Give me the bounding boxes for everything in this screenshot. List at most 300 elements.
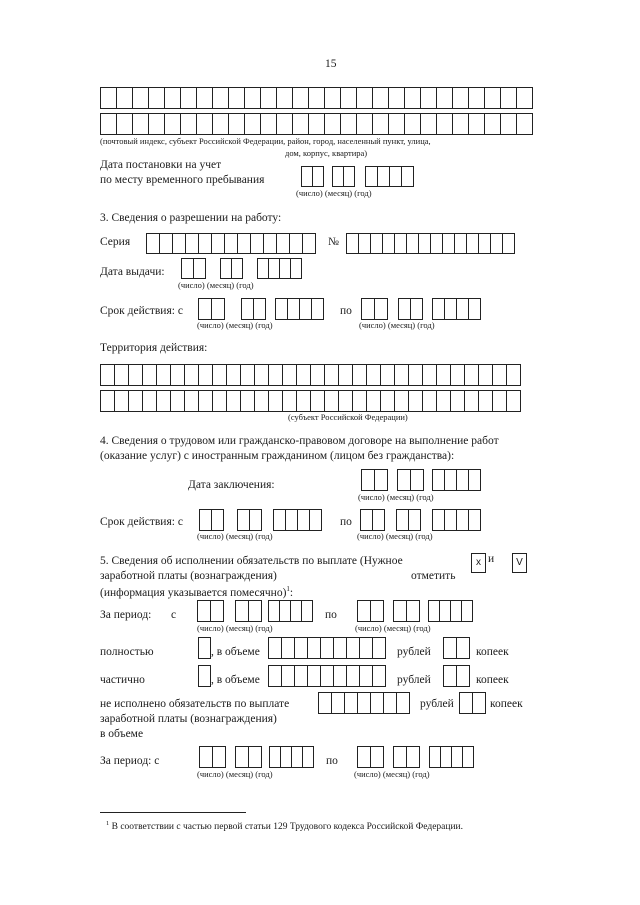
character-cell[interactable] bbox=[308, 113, 325, 135]
character-cell[interactable] bbox=[356, 87, 373, 109]
paid-partial-checkbox[interactable] bbox=[198, 665, 211, 687]
character-cell[interactable] bbox=[500, 113, 517, 135]
character-cell[interactable] bbox=[307, 637, 321, 659]
character-cell[interactable] bbox=[320, 665, 334, 687]
character-cell[interactable] bbox=[372, 509, 385, 531]
character-cell[interactable] bbox=[372, 113, 389, 135]
character-cell[interactable] bbox=[357, 746, 371, 768]
character-cell[interactable] bbox=[324, 113, 341, 135]
character-cell[interactable] bbox=[370, 746, 384, 768]
character-cell[interactable] bbox=[420, 87, 437, 109]
character-cell[interactable] bbox=[452, 113, 469, 135]
character-cell[interactable] bbox=[357, 692, 371, 714]
character-cell[interactable] bbox=[296, 364, 311, 386]
mark-and: и bbox=[488, 553, 495, 565]
period2-from-caption: (число) (месяц) (год) bbox=[197, 769, 273, 779]
character-cell[interactable] bbox=[282, 364, 297, 386]
mark-sample-v: V bbox=[512, 553, 527, 573]
character-cell[interactable] bbox=[393, 746, 407, 768]
character-cell[interactable] bbox=[146, 233, 160, 254]
character-cell[interactable] bbox=[260, 113, 277, 135]
character-cell[interactable] bbox=[294, 665, 308, 687]
character-cell[interactable] bbox=[302, 233, 316, 254]
character-cell[interactable] bbox=[116, 87, 133, 109]
permit-from-year[interactable] bbox=[275, 298, 324, 320]
character-cell[interactable] bbox=[142, 364, 157, 386]
character-cell[interactable] bbox=[396, 692, 410, 714]
character-cell[interactable] bbox=[468, 87, 485, 109]
character-cell[interactable] bbox=[100, 113, 117, 135]
character-cell[interactable] bbox=[338, 364, 353, 386]
contract-to-day[interactable] bbox=[360, 509, 385, 531]
character-cell[interactable] bbox=[244, 113, 261, 135]
character-cell[interactable] bbox=[436, 390, 451, 412]
character-cell[interactable] bbox=[212, 746, 226, 768]
character-cell[interactable] bbox=[308, 87, 325, 109]
character-cell[interactable] bbox=[263, 233, 277, 254]
conclusion-day[interactable] bbox=[361, 469, 388, 491]
character-cell[interactable] bbox=[372, 87, 389, 109]
unfulfilled-kopecks[interactable] bbox=[459, 692, 486, 714]
period2-to-label: по bbox=[326, 755, 338, 767]
character-cell[interactable] bbox=[292, 87, 309, 109]
permit-number-input[interactable] bbox=[346, 233, 515, 254]
character-cell[interactable] bbox=[408, 364, 423, 386]
character-cell[interactable] bbox=[100, 390, 115, 412]
paid-partial-label: частично bbox=[100, 674, 145, 686]
permit-to-year[interactable] bbox=[432, 298, 481, 320]
character-cell[interactable] bbox=[159, 233, 173, 254]
issue-day[interactable] bbox=[181, 258, 206, 279]
character-cell[interactable] bbox=[492, 364, 507, 386]
character-cell[interactable] bbox=[116, 113, 133, 135]
contract-from-caption: (число) (месяц) (год) bbox=[197, 531, 273, 541]
character-cell[interactable] bbox=[372, 637, 386, 659]
unfulfilled-rubles[interactable] bbox=[318, 692, 410, 714]
wages-heading-3-tail: : bbox=[289, 586, 294, 599]
character-cell[interactable] bbox=[198, 390, 213, 412]
character-cell[interactable] bbox=[180, 87, 197, 109]
address-row-2[interactable] bbox=[100, 113, 533, 135]
character-cell[interactable] bbox=[198, 665, 211, 687]
character-cell[interactable] bbox=[164, 87, 181, 109]
character-cell[interactable] bbox=[268, 390, 283, 412]
character-cell[interactable] bbox=[156, 364, 171, 386]
character-cell[interactable] bbox=[228, 113, 245, 135]
character-cell[interactable] bbox=[361, 469, 375, 491]
character-cell[interactable] bbox=[370, 600, 384, 622]
character-cell[interactable] bbox=[456, 665, 470, 687]
character-cell[interactable] bbox=[128, 390, 143, 412]
character-cell[interactable] bbox=[388, 113, 405, 135]
character-cell[interactable] bbox=[253, 298, 266, 320]
permit-to-caption: (число) (месяц) (год) bbox=[359, 320, 435, 330]
paid-partial-rubles-label: рублей bbox=[397, 674, 431, 686]
wages-heading-2: заработной платы (вознаграждения) bbox=[100, 570, 277, 582]
wages-heading-3-text: (информация указывается помесячно) bbox=[100, 586, 287, 599]
series-label: Серия bbox=[100, 236, 131, 248]
series-input[interactable] bbox=[146, 233, 316, 254]
paid-partial-rubles[interactable] bbox=[268, 665, 386, 687]
character-cell[interactable] bbox=[320, 637, 334, 659]
character-cell[interactable] bbox=[114, 364, 129, 386]
character-cell[interactable] bbox=[340, 113, 357, 135]
mark-sample-x: x bbox=[471, 553, 486, 573]
character-cell[interactable] bbox=[307, 665, 321, 687]
character-cell[interactable] bbox=[370, 692, 384, 714]
character-cell[interactable] bbox=[361, 298, 375, 320]
character-cell[interactable] bbox=[484, 87, 501, 109]
paid-partial-kopecks-label: копеек bbox=[476, 674, 509, 686]
unfulfilled-label-2: заработной платы (вознаграждения) bbox=[100, 713, 277, 725]
character-cell[interactable] bbox=[310, 364, 325, 386]
character-cell[interactable] bbox=[199, 746, 213, 768]
character-cell[interactable] bbox=[226, 390, 241, 412]
permit-to-label: по bbox=[340, 305, 352, 317]
character-cell[interactable] bbox=[196, 87, 213, 109]
footnote-divider bbox=[100, 812, 246, 813]
conclusion-date-caption: (число) (месяц) (год) bbox=[358, 492, 434, 502]
period1-from-day[interactable] bbox=[197, 600, 224, 622]
period1-to-year[interactable] bbox=[428, 600, 473, 622]
character-cell[interactable] bbox=[198, 233, 212, 254]
conclusion-year[interactable] bbox=[432, 469, 481, 491]
temp-registration-month[interactable] bbox=[332, 166, 355, 187]
paid-full-rubles[interactable] bbox=[268, 637, 386, 659]
contract-to-label: по bbox=[340, 516, 352, 528]
permit-to-month[interactable] bbox=[398, 298, 423, 320]
character-cell[interactable] bbox=[211, 298, 225, 320]
contract-validity-label: Срок действия: с bbox=[100, 516, 183, 528]
contract-to-caption: (число) (месяц) (год) bbox=[357, 531, 433, 541]
temp-registration-caption: (число) (месяц) (год) bbox=[296, 188, 372, 198]
character-cell[interactable] bbox=[301, 600, 313, 622]
character-cell[interactable] bbox=[210, 600, 224, 622]
period1-to-month[interactable] bbox=[393, 600, 420, 622]
character-cell[interactable] bbox=[292, 113, 309, 135]
character-cell[interactable] bbox=[310, 390, 325, 412]
character-cell[interactable] bbox=[366, 390, 381, 412]
character-cell[interactable] bbox=[198, 637, 211, 659]
character-cell[interactable] bbox=[506, 390, 521, 412]
contract-from-year[interactable] bbox=[273, 509, 322, 531]
character-cell[interactable] bbox=[224, 233, 238, 254]
character-cell[interactable] bbox=[198, 364, 213, 386]
character-cell[interactable] bbox=[235, 600, 249, 622]
character-cell[interactable] bbox=[212, 364, 227, 386]
character-cell[interactable] bbox=[333, 665, 347, 687]
character-cell[interactable] bbox=[289, 233, 303, 254]
character-cell[interactable] bbox=[212, 390, 227, 412]
character-cell[interactable] bbox=[404, 113, 421, 135]
character-cell[interactable] bbox=[254, 364, 269, 386]
footnote bbox=[106, 820, 463, 832]
character-cell[interactable] bbox=[324, 390, 339, 412]
issue-year[interactable] bbox=[257, 258, 302, 279]
character-cell[interactable] bbox=[281, 665, 295, 687]
character-cell[interactable] bbox=[324, 364, 339, 386]
character-cell[interactable] bbox=[436, 364, 451, 386]
number-label: № bbox=[328, 236, 339, 248]
character-cell[interactable] bbox=[240, 390, 255, 412]
character-cell[interactable] bbox=[393, 600, 407, 622]
period1-to-caption: (число) (месяц) (год) bbox=[355, 623, 431, 633]
character-cell[interactable] bbox=[359, 665, 373, 687]
permit-from-month[interactable] bbox=[241, 298, 266, 320]
character-cell[interactable] bbox=[462, 746, 474, 768]
character-cell[interactable] bbox=[331, 692, 345, 714]
character-cell[interactable] bbox=[359, 637, 373, 659]
character-cell[interactable] bbox=[372, 665, 386, 687]
paid-full-amount-label: , в объеме bbox=[211, 646, 260, 658]
character-cell[interactable] bbox=[352, 364, 367, 386]
temp-registration-year[interactable] bbox=[365, 166, 414, 187]
paid-full-kopecks-label: копеек bbox=[476, 646, 509, 658]
wages-heading-3 bbox=[100, 585, 293, 599]
character-cell[interactable] bbox=[132, 87, 149, 109]
contract-heading-2: (оказание услуг) с иностранным гражданином (лицом без гражданства): bbox=[100, 450, 455, 462]
character-cell[interactable] bbox=[212, 87, 229, 109]
period2-to-month[interactable] bbox=[393, 746, 420, 768]
character-cell[interactable] bbox=[450, 390, 465, 412]
paid-full-label: полностью bbox=[100, 646, 154, 658]
character-cell[interactable] bbox=[276, 113, 293, 135]
footnote-reference: 1 bbox=[286, 585, 290, 593]
period2-label: За период: с bbox=[100, 755, 160, 767]
character-cell[interactable] bbox=[338, 390, 353, 412]
character-cell[interactable] bbox=[422, 364, 437, 386]
character-cell[interactable] bbox=[344, 692, 358, 714]
character-cell[interactable] bbox=[282, 390, 297, 412]
footnote-text: В соответствии с частью первой статьи 129 Трудового кодекса Российской Федерации. bbox=[111, 822, 464, 833]
character-cell[interactable] bbox=[443, 665, 457, 687]
character-cell[interactable] bbox=[268, 364, 283, 386]
character-cell[interactable] bbox=[318, 692, 332, 714]
character-cell[interactable] bbox=[410, 298, 423, 320]
wages-heading-1: 5. Сведения об исполнении обязательств по выплате (Нужное bbox=[100, 555, 403, 567]
character-cell[interactable] bbox=[343, 166, 355, 187]
character-cell[interactable] bbox=[193, 258, 206, 279]
territory-caption: (субъект Российской Федерации) bbox=[288, 412, 408, 422]
character-cell[interactable] bbox=[333, 637, 347, 659]
character-cell[interactable] bbox=[356, 113, 373, 135]
character-cell[interactable] bbox=[464, 364, 479, 386]
character-cell[interactable] bbox=[500, 87, 517, 109]
character-cell[interactable] bbox=[468, 113, 485, 135]
character-cell[interactable] bbox=[492, 390, 507, 412]
issue-date-label: Дата выдачи: bbox=[100, 266, 165, 278]
period1-from-year[interactable] bbox=[268, 600, 313, 622]
character-cell[interactable] bbox=[281, 637, 295, 659]
period1-from-month[interactable] bbox=[235, 600, 262, 622]
character-cell[interactable] bbox=[420, 113, 437, 135]
character-cell[interactable] bbox=[461, 600, 473, 622]
character-cell[interactable] bbox=[254, 390, 269, 412]
character-cell[interactable] bbox=[100, 364, 115, 386]
address-caption-2: дом, корпус, квартира) bbox=[285, 148, 368, 158]
character-cell[interactable] bbox=[226, 364, 241, 386]
character-cell[interactable] bbox=[172, 233, 186, 254]
character-cell[interactable] bbox=[478, 364, 493, 386]
character-cell[interactable] bbox=[484, 113, 501, 135]
character-cell[interactable] bbox=[212, 113, 229, 135]
character-cell[interactable] bbox=[312, 166, 324, 187]
issue-month[interactable] bbox=[220, 258, 243, 279]
character-cell[interactable] bbox=[456, 637, 470, 659]
territory-label: Территория действия: bbox=[100, 342, 208, 354]
character-cell[interactable] bbox=[156, 390, 171, 412]
character-cell[interactable] bbox=[468, 469, 481, 491]
territory-row-1[interactable] bbox=[100, 364, 521, 386]
character-cell[interactable] bbox=[324, 87, 341, 109]
character-cell[interactable] bbox=[276, 87, 293, 109]
character-cell[interactable] bbox=[290, 258, 302, 279]
page-number: 15 bbox=[325, 58, 337, 70]
character-cell[interactable] bbox=[184, 364, 199, 386]
character-cell[interactable] bbox=[148, 113, 165, 135]
period2-to-year[interactable] bbox=[429, 746, 474, 768]
character-cell[interactable] bbox=[276, 233, 290, 254]
character-cell[interactable] bbox=[436, 113, 453, 135]
character-cell[interactable] bbox=[352, 390, 367, 412]
permit-from-day[interactable] bbox=[198, 298, 225, 320]
period2-from-year[interactable] bbox=[269, 746, 314, 768]
character-cell[interactable] bbox=[249, 509, 262, 531]
period1-to-day[interactable] bbox=[357, 600, 384, 622]
character-cell[interactable] bbox=[148, 87, 165, 109]
work-permit-heading: 3. Сведения о разрешении на работу: bbox=[100, 212, 282, 224]
character-cell[interactable] bbox=[468, 509, 481, 531]
paid-full-kopecks[interactable] bbox=[443, 637, 470, 659]
contract-to-month[interactable] bbox=[396, 509, 421, 531]
permit-to-day[interactable] bbox=[361, 298, 388, 320]
character-cell[interactable] bbox=[472, 692, 486, 714]
character-cell[interactable] bbox=[516, 113, 533, 135]
character-cell[interactable] bbox=[397, 469, 411, 491]
character-cell[interactable] bbox=[185, 233, 199, 254]
paid-full-rubles-label: рублей bbox=[397, 646, 431, 658]
character-cell[interactable] bbox=[406, 600, 420, 622]
unfulfilled-rubles-label: рублей bbox=[420, 698, 454, 710]
character-cell[interactable] bbox=[340, 87, 357, 109]
character-cell[interactable] bbox=[248, 746, 262, 768]
character-cell[interactable] bbox=[311, 298, 324, 320]
character-cell[interactable] bbox=[235, 746, 249, 768]
character-cell[interactable] bbox=[346, 637, 360, 659]
paid-partial-kopecks[interactable] bbox=[443, 665, 470, 687]
character-cell[interactable] bbox=[100, 87, 117, 109]
character-cell[interactable] bbox=[406, 746, 420, 768]
period2-from-month[interactable] bbox=[235, 746, 262, 768]
character-cell[interactable] bbox=[401, 166, 414, 187]
character-cell[interactable] bbox=[268, 637, 282, 659]
character-cell[interactable] bbox=[128, 364, 143, 386]
temp-registration-day[interactable] bbox=[301, 166, 324, 187]
footnote-marker: 1 bbox=[106, 820, 110, 827]
character-cell[interactable] bbox=[346, 665, 360, 687]
contract-heading-1: 4. Сведения о трудовом или гражданско-правовом договоре на выполнение работ bbox=[100, 435, 499, 447]
character-cell[interactable] bbox=[211, 509, 224, 531]
character-cell[interactable] bbox=[132, 113, 149, 135]
character-cell[interactable] bbox=[506, 364, 521, 386]
character-cell[interactable] bbox=[408, 509, 421, 531]
character-cell[interactable] bbox=[170, 364, 185, 386]
address-row-1[interactable] bbox=[100, 87, 533, 109]
character-cell[interactable] bbox=[459, 692, 473, 714]
character-cell[interactable] bbox=[164, 113, 181, 135]
character-cell[interactable] bbox=[394, 364, 409, 386]
character-cell[interactable] bbox=[404, 87, 421, 109]
character-cell[interactable] bbox=[443, 637, 457, 659]
character-cell[interactable] bbox=[244, 87, 261, 109]
character-cell[interactable] bbox=[394, 390, 409, 412]
character-cell[interactable] bbox=[408, 390, 423, 412]
character-cell[interactable] bbox=[142, 390, 157, 412]
character-cell[interactable] bbox=[196, 113, 213, 135]
conclusion-month[interactable] bbox=[397, 469, 424, 491]
period2-from-day[interactable] bbox=[199, 746, 226, 768]
character-cell[interactable] bbox=[478, 390, 493, 412]
character-cell[interactable] bbox=[450, 364, 465, 386]
character-cell[interactable] bbox=[184, 390, 199, 412]
character-cell[interactable] bbox=[211, 233, 225, 254]
character-cell[interactable] bbox=[380, 390, 395, 412]
character-cell[interactable] bbox=[468, 298, 481, 320]
character-cell[interactable] bbox=[228, 87, 245, 109]
character-cell[interactable] bbox=[231, 258, 243, 279]
character-cell[interactable] bbox=[374, 469, 388, 491]
period1-from-label: с bbox=[171, 609, 177, 621]
character-cell[interactable] bbox=[260, 87, 277, 109]
paid-full-checkbox[interactable] bbox=[198, 637, 211, 659]
character-cell[interactable] bbox=[452, 87, 469, 109]
character-cell[interactable] bbox=[180, 113, 197, 135]
contract-from-day[interactable] bbox=[199, 509, 224, 531]
character-cell[interactable] bbox=[374, 298, 388, 320]
character-cell[interactable] bbox=[502, 233, 515, 254]
character-cell[interactable] bbox=[357, 600, 371, 622]
paid-partial-amount-label: , в объеме bbox=[211, 674, 260, 686]
character-cell[interactable] bbox=[309, 509, 322, 531]
character-cell[interactable] bbox=[296, 390, 311, 412]
contract-to-year[interactable] bbox=[432, 509, 481, 531]
character-cell[interactable] bbox=[388, 87, 405, 109]
character-cell[interactable] bbox=[240, 364, 255, 386]
character-cell[interactable] bbox=[268, 665, 282, 687]
territory-row-2[interactable] bbox=[100, 390, 521, 412]
character-cell[interactable] bbox=[410, 469, 424, 491]
character-cell[interactable] bbox=[294, 637, 308, 659]
character-cell[interactable] bbox=[237, 233, 251, 254]
contract-from-month[interactable] bbox=[237, 509, 262, 531]
character-cell[interactable] bbox=[197, 600, 211, 622]
period2-to-day[interactable] bbox=[357, 746, 384, 768]
character-cell[interactable] bbox=[198, 298, 212, 320]
character-cell[interactable] bbox=[366, 364, 381, 386]
character-cell[interactable] bbox=[422, 390, 437, 412]
character-cell[interactable] bbox=[170, 390, 185, 412]
issue-date-caption: (число) (месяц) (год) bbox=[178, 280, 254, 290]
character-cell[interactable] bbox=[516, 87, 533, 109]
character-cell[interactable] bbox=[436, 87, 453, 109]
character-cell[interactable] bbox=[464, 390, 479, 412]
character-cell[interactable] bbox=[114, 390, 129, 412]
character-cell[interactable] bbox=[250, 233, 264, 254]
character-cell[interactable] bbox=[248, 600, 262, 622]
character-cell[interactable] bbox=[302, 746, 314, 768]
character-cell[interactable] bbox=[383, 692, 397, 714]
character-cell[interactable] bbox=[380, 364, 395, 386]
